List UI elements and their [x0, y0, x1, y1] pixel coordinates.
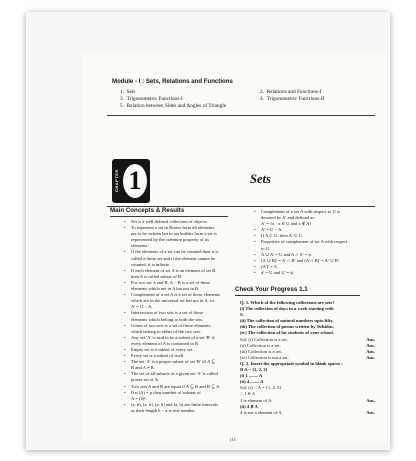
line-text: power set of A.: [131, 377, 160, 383]
line-text: ϕ' = U and U' = ϕ.: [261, 269, 294, 275]
line-text: The set 'A' is a proper subset of set 'B' iff A ⊆: [131, 359, 216, 365]
line-text: (a, b), [a, b], (a, b] and [a, b) are finite intervals: [131, 401, 218, 407]
heading-underline: [235, 295, 360, 296]
line-text: For two set A and B, A − B is a set of those: [131, 279, 211, 285]
line-text: A = (2)ᵖ.: [131, 395, 147, 401]
line-text: A' = U − A.: [261, 227, 283, 233]
line-text: elements which belong to both the sets.: [131, 316, 204, 322]
chapter-title: Sets: [250, 172, 271, 186]
progress-heading: Check Your Progress 1.1: [235, 286, 308, 293]
line-text: Complement of a set A with respect to U is: [261, 209, 340, 214]
line-text: represented by the common property of its: [131, 237, 210, 243]
line-text: (iii) Collection is a set.: [240, 348, 282, 354]
line-text: S.: [240, 312, 244, 318]
line-text: (iii) The collection of poems written by Tulsidas.: [240, 324, 334, 330]
toc-item-3: [120, 96, 183, 102]
text-line: [122, 310, 250, 316]
line-text: are to be written but in set builder form a set is: [131, 231, 217, 237]
line-text: (i) 1 ........ A: [240, 373, 263, 379]
line-text: B and A ≠ B.: [131, 365, 155, 371]
line-text: A' = U − A.: [131, 304, 153, 310]
divider: [107, 115, 375, 116]
text-line: [122, 249, 250, 255]
answer-mark: Ans.: [366, 336, 375, 342]
line-text: (ii) 4 ∉ A: [240, 403, 258, 409]
progress-questions: [240, 300, 375, 416]
answer-mark: Ans.: [366, 354, 375, 360]
line-text: A ∪ A' = U and A ∩ A' = ϕ.: [261, 251, 313, 257]
line-text: Complement of a set A is a set of those elements: [131, 292, 221, 298]
line-text: elements which are in A but not in B.: [131, 286, 200, 292]
line-text: (ii) 4 ........ A: [240, 379, 264, 385]
toc-label: Relation between Sides and Angles of Triangle: [126, 103, 227, 109]
text-line: [252, 270, 380, 276]
line-text: Q. 1. Which of the following collections are sets?: [240, 300, 335, 305]
text-line: [122, 292, 250, 298]
line-text: (ii) Collection is a set.: [240, 342, 281, 348]
line-text: Intersection of two sets is a set of those: [131, 310, 204, 316]
toc-num: 3.: [120, 96, 124, 102]
toc-item-1: [120, 89, 135, 95]
answer-mark: Ans.: [366, 348, 375, 354]
text-line: [122, 402, 250, 408]
line-text: 4 is not a element of A.: [240, 409, 283, 415]
page-number: (1): [230, 437, 236, 442]
text-line: [122, 359, 250, 365]
text-line: [122, 335, 250, 341]
line-text: Sol. (i) ∵ A = {1, 2, 3}: [240, 385, 282, 391]
text-line: [240, 410, 375, 416]
line-text: (A')' = A.: [261, 263, 279, 269]
line-text: If A ⊂ U, then A' ⊂ U.: [261, 233, 304, 239]
line-text: A' = {x : x ∈ U and x ∉ A}: [261, 221, 312, 227]
line-text: (iv) The collection of fat students of your school.: [240, 330, 334, 336]
toc-label: Sets: [126, 89, 136, 95]
text-line: [122, 225, 250, 231]
answer-mark: Ans.: [366, 397, 375, 403]
text-line: [122, 390, 250, 396]
line-text: Set is a well defined collection of objects.: [131, 219, 208, 224]
toc-label: Trigonometric Functions-II: [266, 96, 325, 102]
line-text: The set of all subsets of a given set 'A' is called: [131, 371, 218, 377]
line-text: which are in the universal set but not in A, i.e.: [131, 298, 216, 304]
complement-notes: [252, 209, 380, 276]
line-text: ∴ 1 ∈ A: [240, 391, 256, 397]
main-concepts-heading: Main Concepts & Results: [110, 207, 185, 214]
answer-mark: Ans.: [366, 409, 375, 415]
line-text: Any set 'A' is said to be a subset of a set 'B' if: [131, 334, 215, 340]
text-line: [122, 408, 250, 414]
line-text: If each element of set A is an element of set B,: [131, 267, 217, 273]
line-text: every element of A is contained in B.: [131, 340, 200, 346]
line-text: Sol. (i) Collection is a set.: [240, 336, 288, 342]
line-text: which belong to either of the two sets.: [131, 328, 202, 334]
toc-item-4: [260, 96, 325, 102]
text-line: [122, 280, 250, 286]
concepts-list: [122, 219, 250, 414]
heading-underline: [110, 216, 228, 217]
book-page: [82, 54, 388, 442]
toc-num: 5.: [120, 103, 124, 109]
line-text: (A ∪ B)' = A' ∩ B' and (A ∩ B)' = A' ∪ B'.: [261, 257, 340, 263]
toc-num: 4.: [260, 96, 264, 102]
line-text: To represent a set in Roster form all elements: [131, 225, 215, 231]
text-line: [122, 323, 250, 329]
line-text: (ii) The collection of natural numbers upto fifty.: [240, 318, 334, 324]
toc-num: 1.: [120, 89, 124, 95]
line-text: counted, it is infinite.: [131, 261, 171, 267]
text-line: [252, 239, 380, 245]
module-title: Module - I : Sets, Relations and Functions: [112, 78, 233, 85]
line-text: Every set is a subset of itself.: [131, 353, 185, 359]
line-text: Union of two sets is a set of those elements: [131, 322, 211, 328]
chapter-side-label: CHAPTER: [114, 169, 119, 193]
toc-item-2: [260, 89, 321, 95]
answer-mark: Ans.: [366, 342, 375, 348]
toc-label: Relations and Functions-I: [266, 89, 322, 95]
line-text: If n (A) = p then number of subsets of: [131, 389, 201, 395]
line-text: Properties of complement of set A with respect: [261, 239, 348, 245]
line-text: Empty set is a subset of every set.: [131, 346, 194, 352]
line-text: (i) The collection of days in a week starting with: [240, 306, 334, 312]
line-text: 1 is element of A.: [240, 397, 273, 403]
line-text: Two sets A and B are equal if A ⊆ B and B ⊆ A.: [131, 383, 221, 389]
line-text: denoted by A' and defined as :: [261, 215, 317, 221]
line-text: If A = {1, 2, 3}: [240, 367, 268, 373]
toc-item-5: [120, 103, 226, 109]
text-line: [122, 371, 250, 377]
text-line: [252, 209, 380, 215]
text-line: [122, 268, 250, 274]
line-text: to U:: [261, 245, 271, 251]
line-text: (iv) Collection is not a set.: [240, 354, 289, 360]
line-text: elements.: [131, 243, 149, 249]
line-text: called a finite set and if the element cannot be: [131, 255, 216, 261]
line-text: If the elements of a set can be counted then it is: [131, 249, 219, 255]
line-text: then A is called subset of B.: [131, 273, 183, 279]
toc-label: Trigonometric Functions-I: [126, 96, 183, 102]
book-page-frame: [26, 12, 390, 450]
line-text: Q. 2. Insert the appropriate symbol in blank spaces :: [240, 360, 343, 366]
toc-num: 2.: [260, 89, 264, 95]
line-text: as their length b − a is real number.: [131, 407, 196, 413]
chapter-badge: [112, 159, 150, 203]
chapter-number: 1: [123, 164, 147, 198]
